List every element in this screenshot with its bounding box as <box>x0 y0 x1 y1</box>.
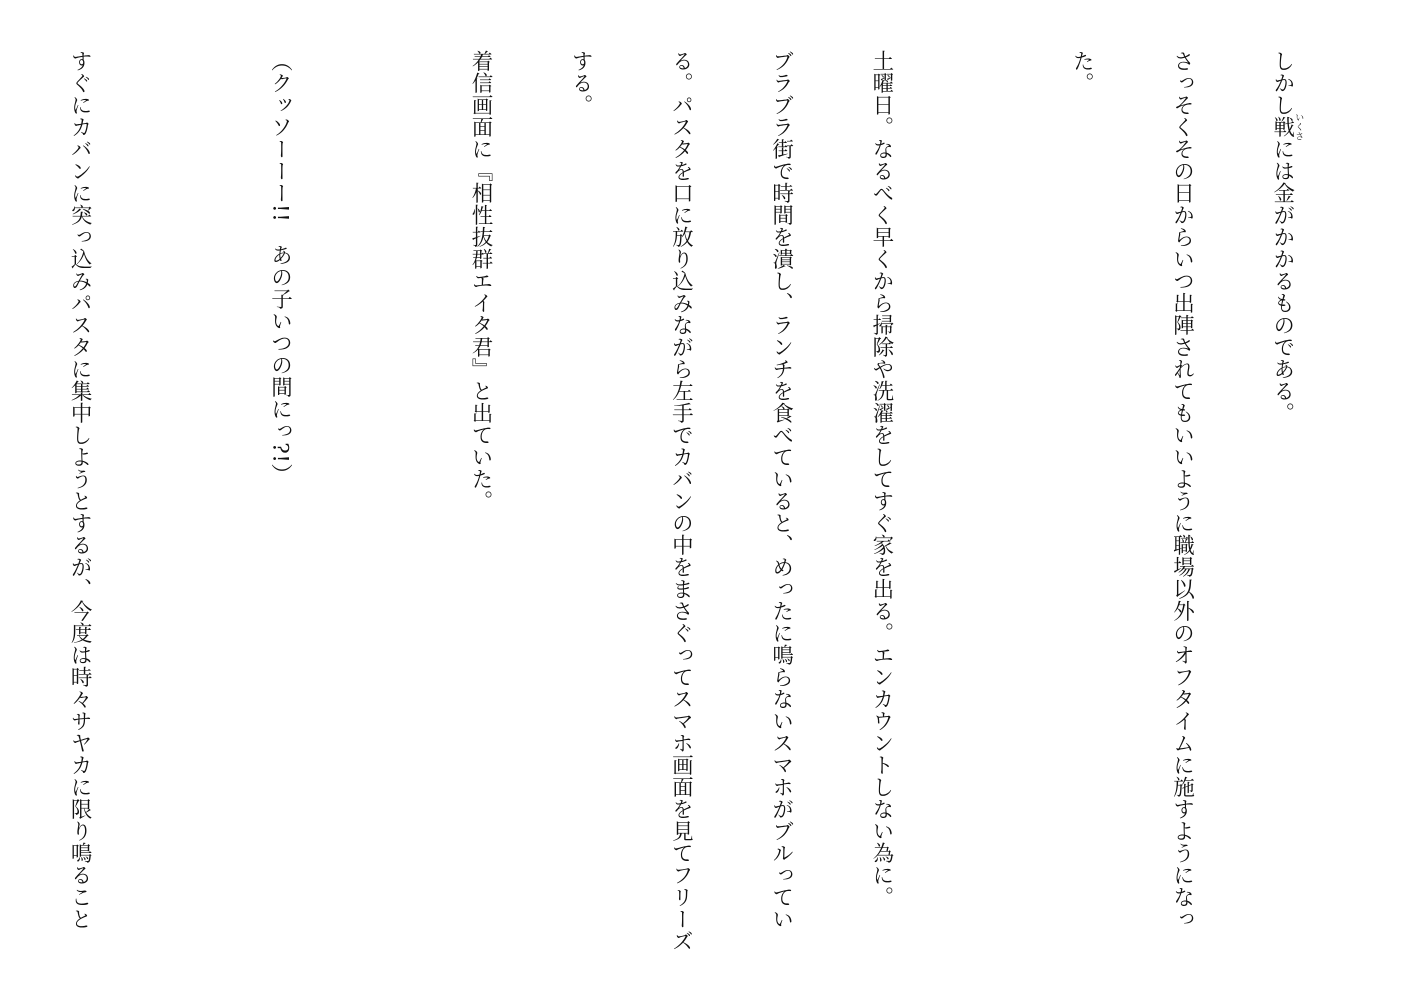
text-line-1: しかし戦いくさには金がかかるものである。 <box>1269 50 1304 424</box>
text-line-6: ブラブラ街で時間を潰し、ランチを食べていると、めったに鳴らないスマホがブルってい <box>768 50 794 930</box>
text-line-13: すぐにカバンに突っ込みパスタに集中しようとするが、今度は時々サヤカに限り鳴ること <box>67 50 93 930</box>
text-line-7: る。パスタを口に放り込みながら左手でカバンの中をまさぐってスマホ画面を見てフリーズ <box>668 50 694 952</box>
ruby-reading: いくさ <box>1293 112 1304 142</box>
text-line-8: する。 <box>568 50 594 116</box>
blank-line <box>163 50 196 980</box>
vertical-text-body <box>0 50 1370 980</box>
ruby-word: 戦いくさ <box>1269 112 1304 142</box>
text-line-11: （クッソーーー!! あの子いつの間にっ?!） <box>267 50 293 486</box>
text-line-9: 着信画面に『相性抜群エイタ君』と出ていた。 <box>467 50 493 512</box>
text-line-3: た。 <box>1069 50 1095 94</box>
blank-line <box>965 50 998 980</box>
text-line-5: 土曜日。なるべく早くから掃除や洗濯をしてすぐ家を出る。エンカウントしない為に。 <box>868 50 894 908</box>
text-line-2: さっそくその日からいつ出陣されてもいいように職場以外のオフタイムに施すようになっ <box>1169 50 1195 930</box>
blank-line <box>363 50 396 980</box>
